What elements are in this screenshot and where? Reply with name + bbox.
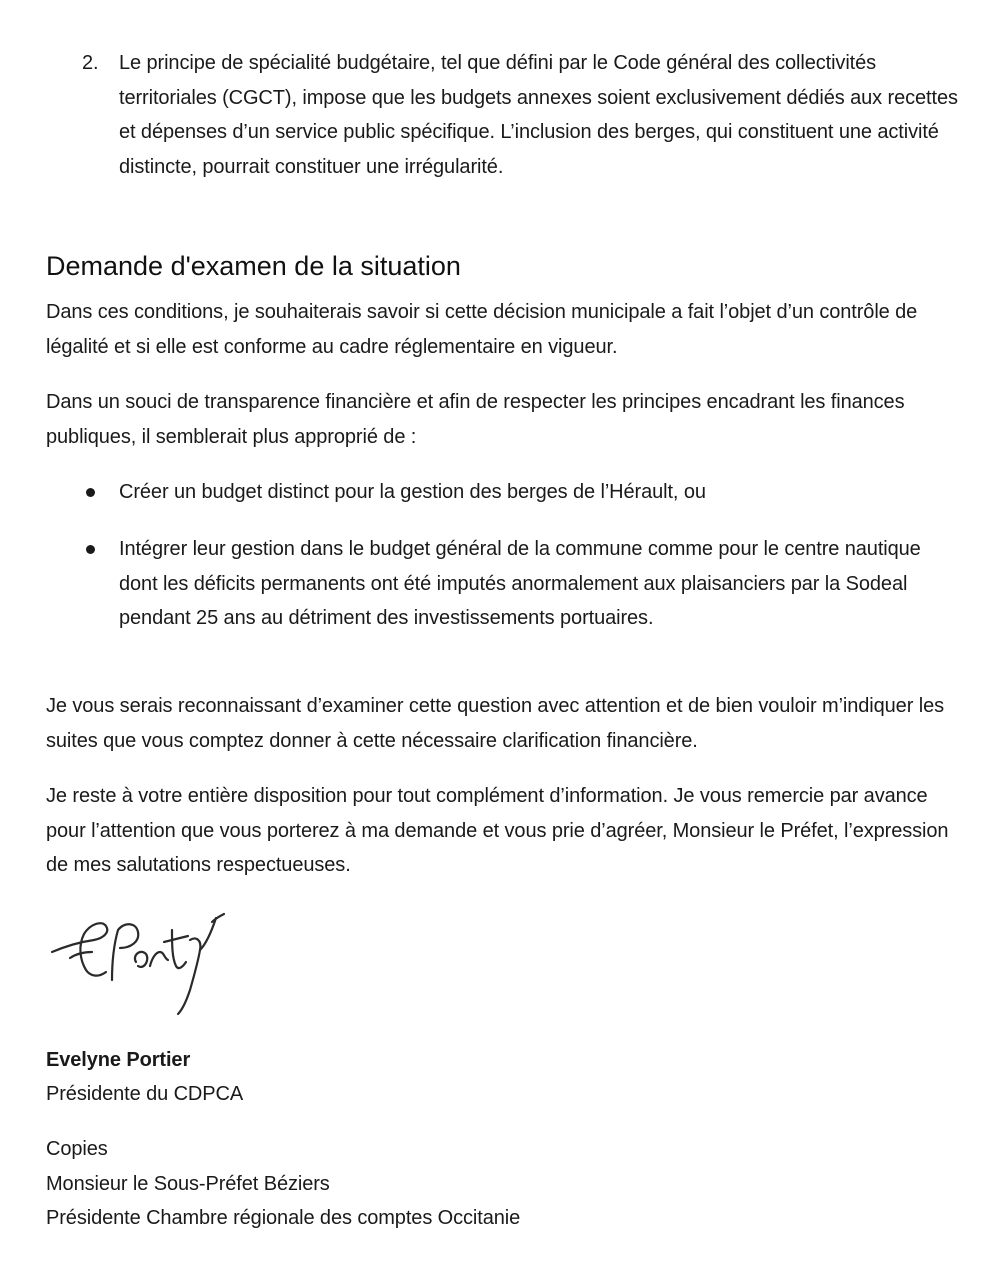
bullet-text: Créer un budget distinct pour la gestion des berges de l’Hérault, ou (119, 481, 706, 503)
paragraph-legality-request: Dans ces conditions, je souhaiterais savoir si cette décision municipale a fait l’objet d’un contrôle de légalité et si elle est conforme au cadre réglementaire en vigueur. (46, 301, 918, 358)
copies-label: Copies (46, 1138, 108, 1160)
signer-name: Evelyne Portier (46, 1049, 191, 1071)
numbered-item-2 (82, 46, 972, 184)
copy-recipient: Monsieur le Sous-Préfet Béziers (46, 1172, 330, 1195)
paragraph-examination: Je vous serais reconnaissant d’examiner cette question avec attention et de bien vouloir m’indiquer les suites que vous comptez donner à cette nécessaire clarification financière. (46, 695, 944, 752)
item-number: 2. (82, 52, 99, 74)
copies-block (46, 1132, 520, 1236)
bullet-item-1 (82, 475, 952, 510)
paragraph-closing: Je reste à votre entière disposition pour tout complément d’information. Je vous remercie par avance pour l’attention que vous porterez à ma demande et vous prie d’agréer, Monsieur le Préfet, l’expression de mes salutations respectueuses. (46, 785, 949, 876)
bullet-icon (86, 545, 95, 554)
handwritten-signature (40, 900, 230, 1020)
section-heading: Demande d'examen de la situation (46, 251, 461, 281)
signer-title: Présidente du CDPCA (46, 1083, 244, 1105)
item-text: Le principe de spécialité budgétaire, tel que défini par le Code général des collectivités territoriales (CGCT), impose que les budgets annexes soient exclusivement dédiés aux recettes et dépenses d’un service public spécifique. L’inclusion des berges, qui constituent une activité distincte, pourrait constituer une irrégularité. (119, 52, 958, 178)
paragraph-transparency: Dans un souci de transparence financière et afin de respecter les principes encadrant les finances publiques, il semblerait plus approprié de : (46, 391, 905, 448)
bullet-icon (86, 488, 95, 497)
copy-recipient: Présidente Chambre régionale des comptes Occitanie (46, 1207, 521, 1229)
bullet-item-2 (82, 532, 952, 636)
bullet-text: Intégrer leur gestion dans le budget général de la commune comme pour le centre nautique dont les déficits permanents ont été imputés anormalement aux plaisanciers par la Sodeal pendant 25 ans au détriment des investissements portuaires. (119, 538, 921, 629)
